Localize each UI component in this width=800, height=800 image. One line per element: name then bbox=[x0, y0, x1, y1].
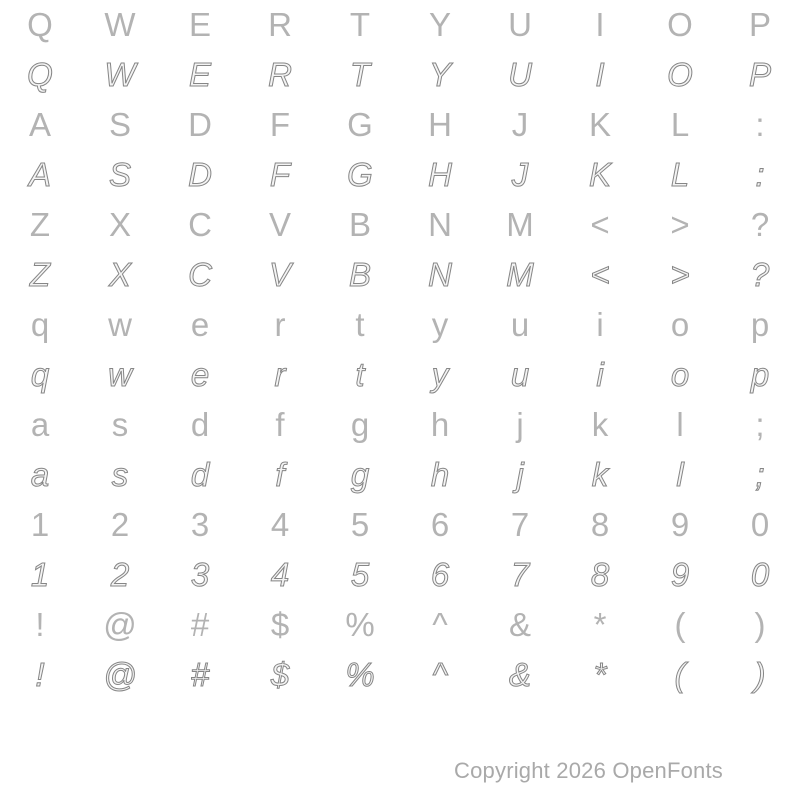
glyph-cell: U bbox=[508, 56, 532, 93]
glyph-cell: ! bbox=[35, 656, 45, 693]
glyph-cell: ( bbox=[674, 606, 686, 643]
glyph-cell: * bbox=[593, 656, 607, 693]
glyph-cell: Z bbox=[29, 206, 51, 243]
glyph-cell: X bbox=[108, 256, 131, 293]
glyph-cell: s bbox=[111, 406, 129, 443]
glyph-cell: I bbox=[595, 6, 605, 43]
glyph-cell: U bbox=[508, 6, 532, 43]
glyph-cell: N bbox=[428, 256, 452, 293]
glyph-row-5-regular bbox=[0, 200, 800, 250]
glyph-cell: k bbox=[591, 406, 609, 443]
glyph-cell: X bbox=[108, 206, 131, 243]
glyph-cell: > bbox=[670, 256, 690, 293]
glyph-cell: ; bbox=[755, 406, 765, 443]
glyph-cell: B bbox=[348, 256, 371, 293]
glyph-cell: j bbox=[516, 456, 524, 493]
glyph-cell: 1 bbox=[30, 506, 50, 543]
glyph-cell: : bbox=[755, 156, 765, 193]
glyph-cell: C bbox=[188, 256, 212, 293]
glyph-cell: < bbox=[590, 256, 610, 293]
glyph-row-1-regular bbox=[0, 0, 800, 50]
glyph-row-13-regular bbox=[0, 600, 800, 650]
glyph-cell: p bbox=[750, 356, 770, 393]
glyph-cell: d bbox=[190, 406, 210, 443]
glyph-cell: p bbox=[750, 306, 770, 343]
glyph-cell: D bbox=[188, 106, 212, 143]
glyph-cell: 7 bbox=[510, 506, 530, 543]
glyph-cell: A bbox=[28, 106, 51, 143]
glyph-cell: 4 bbox=[270, 506, 290, 543]
glyph-cell: ) bbox=[754, 606, 766, 643]
glyph-cell: w bbox=[108, 356, 132, 393]
glyph-row-11-regular bbox=[0, 500, 800, 550]
glyph-cell: 2 bbox=[110, 556, 130, 593]
copyright-text: Copyright 2026 OpenFonts bbox=[454, 758, 723, 783]
glyph-cell: 9 bbox=[670, 506, 690, 543]
glyph-cell: 2 bbox=[110, 506, 130, 543]
glyph-cell: y bbox=[431, 356, 449, 393]
glyph-cell: @ bbox=[103, 606, 137, 643]
glyph-cell: P bbox=[748, 56, 771, 93]
glyph-cell: # bbox=[190, 656, 210, 693]
glyph-cell: t bbox=[355, 306, 365, 343]
glyph-cell: r bbox=[274, 306, 286, 343]
glyph-cell: > bbox=[670, 206, 690, 243]
glyph-cell: < bbox=[590, 206, 610, 243]
glyph-cell: $ bbox=[270, 606, 290, 643]
glyph-cell: P bbox=[748, 6, 771, 43]
glyph-cell: 5 bbox=[350, 556, 370, 593]
glyph-cell: ; bbox=[755, 456, 765, 493]
glyph-cell: w bbox=[108, 306, 132, 343]
glyph-cell: e bbox=[190, 356, 210, 393]
glyph-cell: s bbox=[111, 456, 129, 493]
glyph-row-7-regular bbox=[0, 300, 800, 350]
glyph-cell: ^ bbox=[432, 606, 448, 643]
glyph-cell: O bbox=[667, 56, 693, 93]
glyph-cell: A bbox=[28, 156, 51, 193]
glyph-cell: H bbox=[428, 156, 452, 193]
glyph-cell: F bbox=[269, 156, 291, 193]
glyph-cell: 9 bbox=[670, 556, 690, 593]
glyph-cell: N bbox=[428, 206, 452, 243]
glyph-cell: 5 bbox=[350, 506, 370, 543]
glyph-cell: H bbox=[428, 106, 452, 143]
glyph-cell: * bbox=[593, 606, 607, 643]
glyph-cell: K bbox=[588, 156, 611, 193]
glyph-cell: & bbox=[508, 606, 531, 643]
glyph-cell: q bbox=[30, 356, 50, 393]
glyph-cell: f bbox=[275, 406, 285, 443]
glyph-cell: & bbox=[508, 656, 531, 693]
glyph-cell: C bbox=[188, 206, 212, 243]
glyph-cell: W bbox=[104, 6, 136, 43]
glyph-row-3-regular bbox=[0, 100, 800, 150]
glyph-cell: l bbox=[676, 406, 684, 443]
glyph-cell: d bbox=[190, 456, 210, 493]
glyph-cell: # bbox=[190, 606, 210, 643]
glyph-cell: ( bbox=[674, 656, 686, 693]
glyph-cell: ? bbox=[750, 206, 770, 243]
glyph-cell: h bbox=[430, 406, 450, 443]
glyph-cell: 7 bbox=[510, 556, 530, 593]
glyph-cell: a bbox=[30, 406, 50, 443]
glyph-cell: j bbox=[516, 406, 524, 443]
glyph-row-14-italic bbox=[0, 650, 800, 700]
glyph-cell: T bbox=[349, 56, 371, 93]
glyph-cell: o bbox=[670, 356, 690, 393]
glyph-cell: M bbox=[506, 206, 534, 243]
glyph-cell: 6 bbox=[430, 556, 450, 593]
glyph-cell: E bbox=[188, 6, 211, 43]
glyph-cell: u bbox=[510, 306, 530, 343]
glyph-cell: g bbox=[350, 406, 370, 443]
glyph-row-8-italic bbox=[0, 350, 800, 400]
glyph-cell: G bbox=[347, 106, 373, 143]
glyph-cell: 8 bbox=[590, 556, 610, 593]
glyph-cell: 1 bbox=[30, 556, 50, 593]
glyph-cell: 6 bbox=[430, 506, 450, 543]
glyph-cell: e bbox=[190, 306, 210, 343]
glyph-cell: D bbox=[188, 156, 212, 193]
glyph-cell: ^ bbox=[432, 656, 448, 693]
glyph-cell: Z bbox=[29, 256, 51, 293]
glyph-cell: g bbox=[350, 456, 370, 493]
glyph-cell: h bbox=[430, 456, 450, 493]
glyph-cell: T bbox=[349, 6, 371, 43]
glyph-cell: y bbox=[431, 306, 449, 343]
glyph-row-6-italic bbox=[0, 250, 800, 300]
glyph-cell: r bbox=[274, 356, 286, 393]
glyph-cell: t bbox=[355, 356, 365, 393]
glyph-cell: 8 bbox=[590, 506, 610, 543]
glyph-cell: @ bbox=[103, 656, 137, 693]
glyph-cell: F bbox=[269, 106, 291, 143]
glyph-row-4-italic bbox=[0, 150, 800, 200]
glyph-cell: Q bbox=[27, 6, 53, 43]
glyph-cell: ! bbox=[35, 606, 45, 643]
glyph-cell: M bbox=[506, 256, 534, 293]
glyph-cell: % bbox=[345, 656, 375, 693]
glyph-cell: V bbox=[268, 206, 291, 243]
glyph-cell: i bbox=[596, 306, 604, 343]
glyph-cell: Y bbox=[428, 6, 451, 43]
glyph-cell: I bbox=[595, 56, 605, 93]
glyph-cell: J bbox=[511, 106, 529, 143]
glyph-cell: R bbox=[268, 6, 292, 43]
glyph-cell: i bbox=[596, 356, 604, 393]
glyph-cell: K bbox=[588, 106, 611, 143]
glyph-cell: B bbox=[348, 206, 371, 243]
glyph-cell: O bbox=[667, 6, 693, 43]
glyph-cell: a bbox=[30, 456, 50, 493]
glyph-cell: 3 bbox=[190, 556, 210, 593]
glyph-row-10-italic bbox=[0, 450, 800, 500]
glyph-cell: f bbox=[275, 456, 285, 493]
glyph-cell: W bbox=[104, 56, 136, 93]
glyph-cell: S bbox=[108, 106, 131, 143]
glyph-cell: L bbox=[670, 156, 690, 193]
glyph-cell: V bbox=[268, 256, 291, 293]
glyph-row-9-regular bbox=[0, 400, 800, 450]
glyph-row-12-italic bbox=[0, 550, 800, 600]
glyph-cell: $ bbox=[270, 656, 290, 693]
glyph-cell: q bbox=[30, 306, 50, 343]
glyph-cell: S bbox=[108, 156, 131, 193]
glyph-cell: o bbox=[670, 306, 690, 343]
glyph-cell: Q bbox=[27, 56, 53, 93]
glyph-cell: ? bbox=[750, 256, 770, 293]
glyph-cell: R bbox=[268, 56, 292, 93]
glyph-cell: Y bbox=[428, 56, 451, 93]
glyph-cell: 0 bbox=[750, 556, 770, 593]
glyph-cell: % bbox=[345, 606, 375, 643]
glyph-cell: : bbox=[755, 106, 765, 143]
glyph-cell: 3 bbox=[190, 506, 210, 543]
glyph-cell: 4 bbox=[270, 556, 290, 593]
glyph-row-2-italic bbox=[0, 50, 800, 100]
glyph-cell: E bbox=[188, 56, 211, 93]
glyph-cell: 0 bbox=[750, 506, 770, 543]
glyph-cell: L bbox=[670, 106, 690, 143]
glyph-cell: G bbox=[347, 156, 373, 193]
glyph-cell: l bbox=[676, 456, 684, 493]
glyph-cell: k bbox=[591, 456, 609, 493]
glyph-cell: u bbox=[510, 356, 530, 393]
glyph-cell: J bbox=[511, 156, 529, 193]
glyph-cell: ) bbox=[754, 656, 766, 693]
